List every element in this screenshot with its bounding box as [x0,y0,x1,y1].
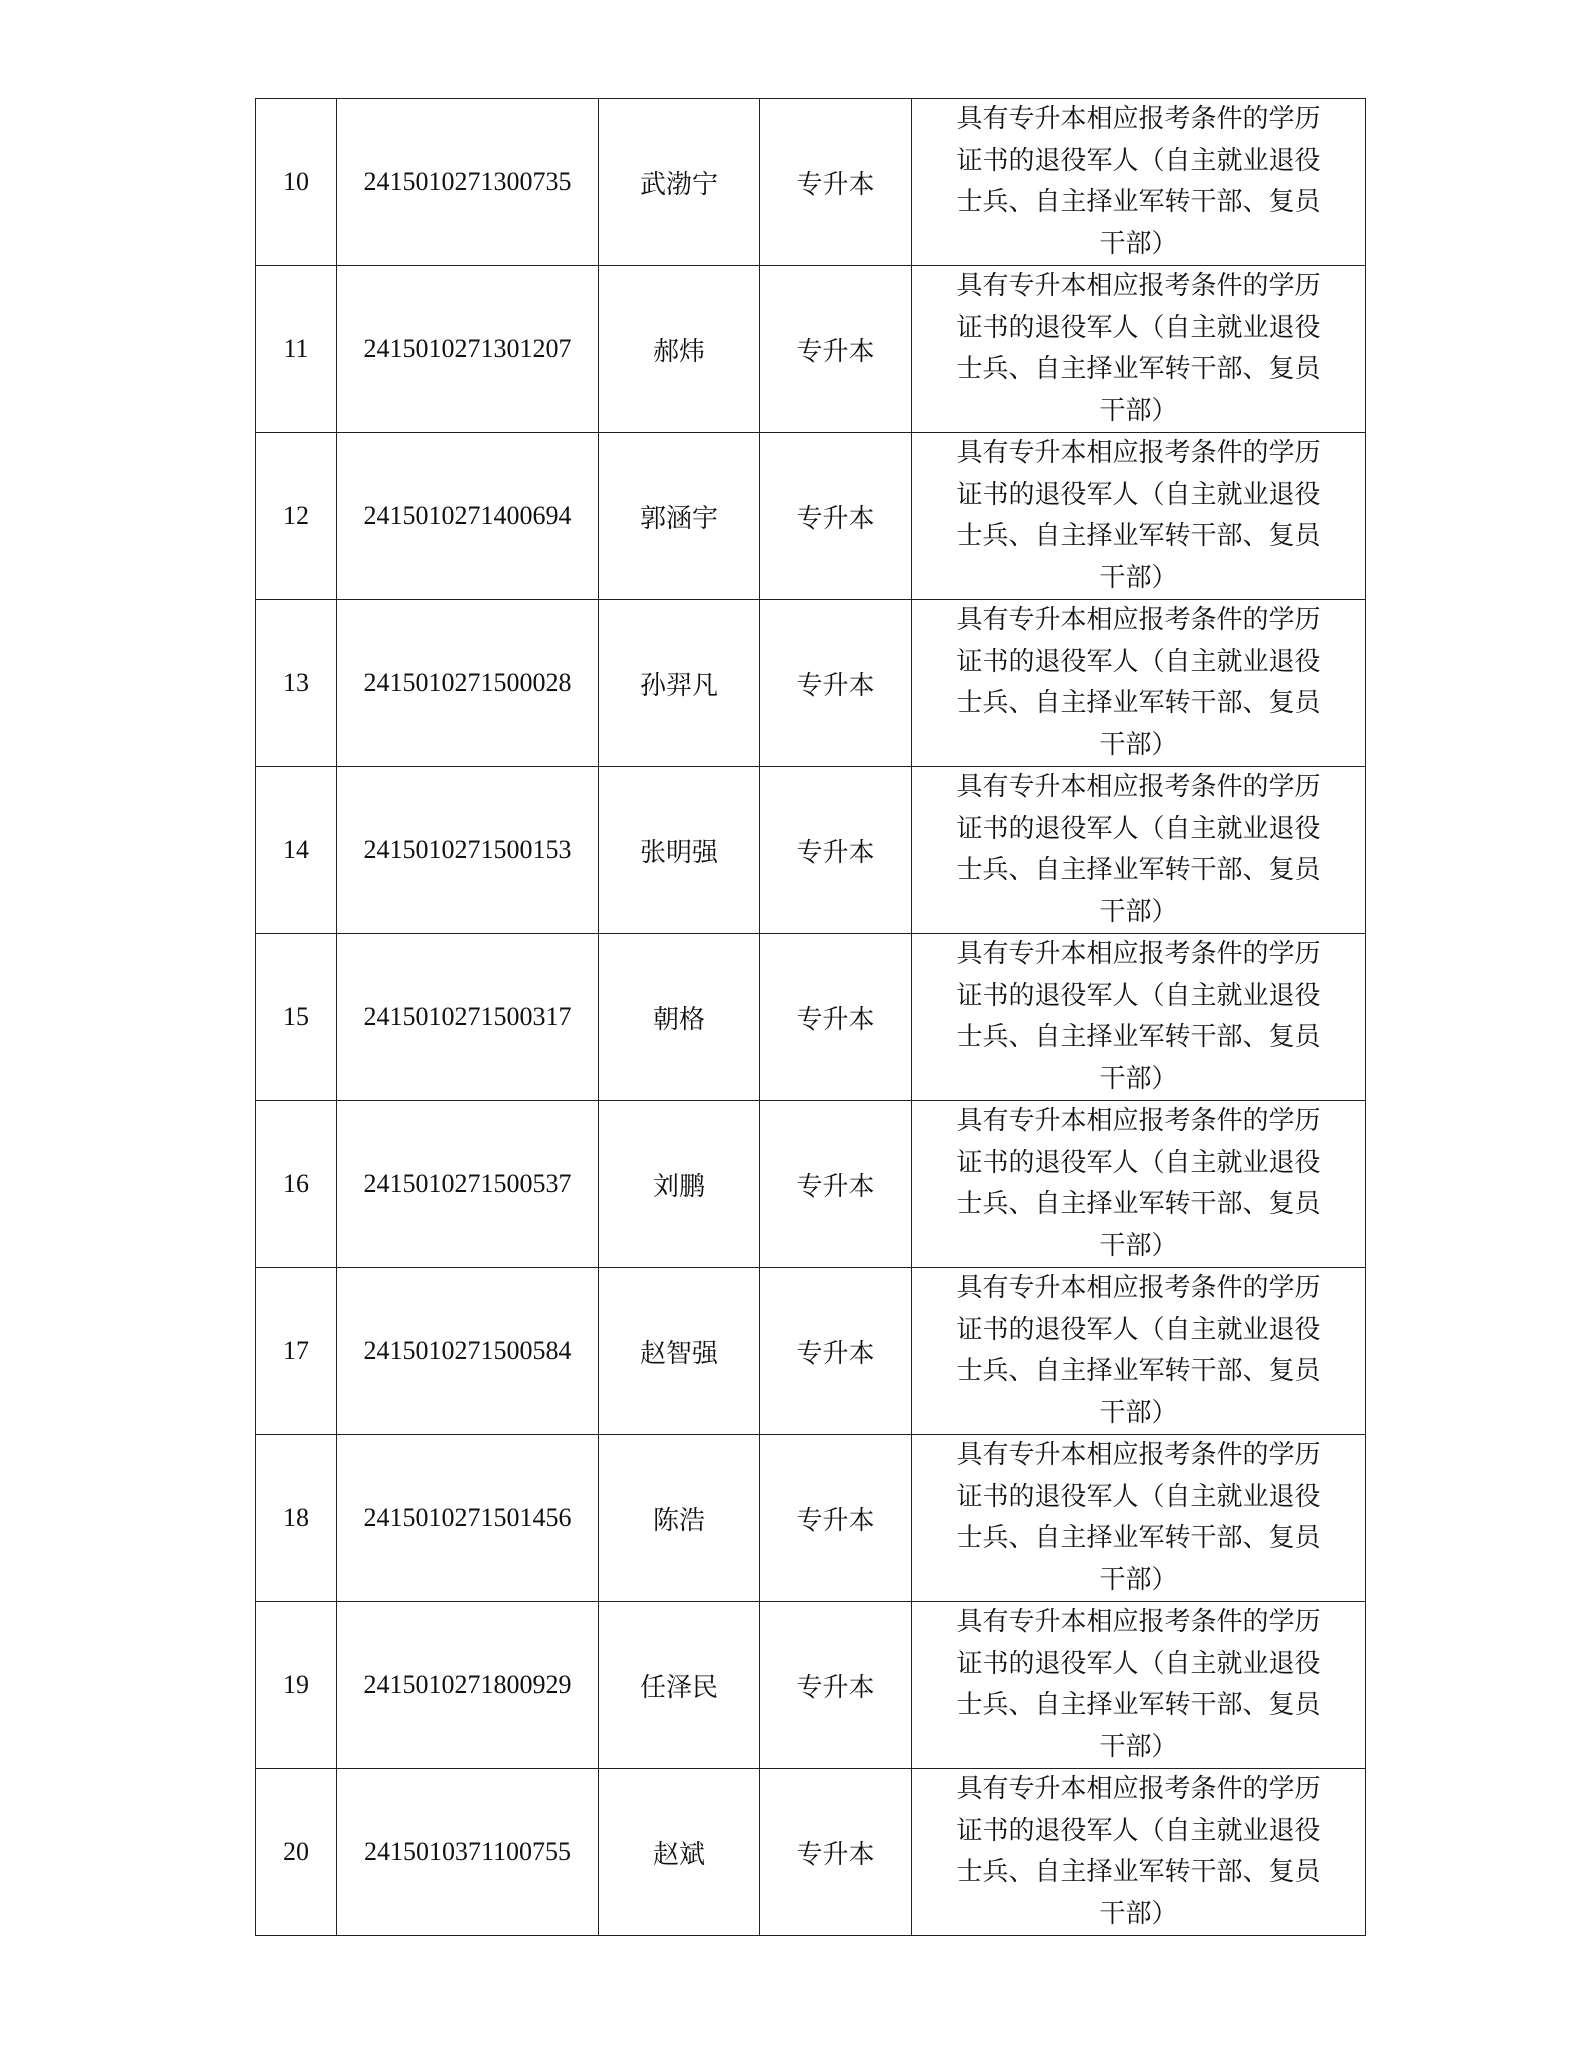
table-row [256,1435,1366,1602]
student-name: 朝格 [599,934,760,1101]
program-type: 专升本 [760,934,912,1101]
eligibility-condition [912,1101,1366,1268]
exam-id: 2415010271500317 [337,934,599,1101]
condition-line: 士兵、自主择业军转干部、复员 [956,521,1321,551]
exam-id: 2415010271500537 [337,1101,599,1268]
condition-line: 士兵、自主择业军转干部、复员 [956,1690,1321,1720]
condition-line: 证书的退役军人（自主就业退役 [956,1147,1321,1178]
condition-line: 具有专升本相应报考条件的学历 [956,605,1321,635]
condition-line: 具有专升本相应报考条件的学历 [956,939,1321,969]
roster-table-body [256,99,1366,1936]
condition-line: 士兵、自主择业军转干部、复员 [956,354,1321,384]
condition-line: 证书的退役军人（自主就业退役 [956,1648,1321,1679]
eligibility-condition [912,99,1366,266]
eligibility-condition [912,1769,1366,1936]
row-number: 12 [256,433,337,600]
roster-table [255,98,1366,1936]
table-row [256,266,1366,433]
program-type: 专升本 [760,1602,912,1769]
program-type: 专升本 [760,1769,912,1936]
program-type: 专升本 [760,99,912,266]
exam-id: 2415010271400694 [337,433,599,600]
table-row [256,600,1366,767]
condition-line: 证书的退役军人（自主就业退役 [956,980,1321,1011]
exam-id: 2415010271501456 [337,1435,599,1602]
condition-line: 具有专升本相应报考条件的学历 [956,1106,1321,1136]
row-number: 11 [256,266,337,433]
program-type: 专升本 [760,266,912,433]
row-number: 10 [256,99,337,266]
student-name: 郝炜 [599,266,760,433]
table-row [256,1101,1366,1268]
condition-line: 士兵、自主择业军转干部、复员 [956,1189,1321,1219]
condition-line: 具有专升本相应报考条件的学历 [956,1607,1321,1637]
eligibility-condition [912,600,1366,767]
condition-line: 具有专升本相应报考条件的学历 [956,1440,1321,1470]
condition-line: 具有专升本相应报考条件的学历 [956,271,1321,301]
row-number: 19 [256,1602,337,1769]
condition-line: 干部） [1099,729,1178,760]
exam-id: 2415010271800929 [337,1602,599,1769]
condition-line: 证书的退役军人（自主就业退役 [956,145,1321,176]
student-name: 任泽民 [599,1602,760,1769]
condition-line: 证书的退役军人（自主就业退役 [956,1815,1321,1846]
row-number: 15 [256,934,337,1101]
condition-line: 干部） [1099,896,1178,927]
condition-line: 干部） [1099,1397,1178,1428]
row-number: 17 [256,1268,337,1435]
exam-id: 2415010271300735 [337,99,599,266]
exam-id: 2415010271301207 [337,266,599,433]
exam-id: 2415010271500584 [337,1268,599,1435]
condition-line: 士兵、自主择业军转干部、复员 [956,1022,1321,1052]
condition-line: 证书的退役军人（自主就业退役 [956,479,1321,510]
condition-line: 干部） [1099,1564,1178,1595]
student-name: 孙羿凡 [599,600,760,767]
program-type: 专升本 [760,433,912,600]
condition-line: 干部） [1099,228,1178,259]
condition-line: 干部） [1099,1230,1178,1261]
program-type: 专升本 [760,767,912,934]
condition-line: 证书的退役军人（自主就业退役 [956,312,1321,343]
student-name: 赵智强 [599,1268,760,1435]
condition-line: 具有专升本相应报考条件的学历 [956,1273,1321,1303]
row-number: 13 [256,600,337,767]
eligibility-condition [912,934,1366,1101]
student-name: 郭涵宇 [599,433,760,600]
row-number: 16 [256,1101,337,1268]
student-name: 武渤宁 [599,99,760,266]
eligibility-condition [912,1602,1366,1769]
table-row [256,1769,1366,1936]
eligibility-condition [912,433,1366,600]
condition-line: 干部） [1099,1731,1178,1762]
condition-line: 士兵、自主择业军转干部、复员 [956,1523,1321,1553]
condition-line: 干部） [1099,395,1178,426]
condition-line: 士兵、自主择业军转干部、复员 [956,1857,1321,1887]
table-row [256,934,1366,1101]
row-number: 14 [256,767,337,934]
condition-line: 证书的退役军人（自主就业退役 [956,1314,1321,1345]
eligibility-condition [912,266,1366,433]
condition-line: 具有专升本相应报考条件的学历 [956,1774,1321,1804]
program-type: 专升本 [760,1101,912,1268]
table-row [256,767,1366,934]
eligibility-condition [912,767,1366,934]
condition-line: 具有专升本相应报考条件的学历 [956,438,1321,468]
program-type: 专升本 [760,600,912,767]
exam-id: 2415010271500153 [337,767,599,934]
row-number: 18 [256,1435,337,1602]
student-name: 张明强 [599,767,760,934]
condition-line: 具有专升本相应报考条件的学历 [956,772,1321,802]
condition-line: 士兵、自主择业军转干部、复员 [956,1356,1321,1386]
student-name: 赵斌 [599,1769,760,1936]
exam-id: 2415010371100755 [337,1769,599,1936]
condition-line: 士兵、自主择业军转干部、复员 [956,688,1321,718]
student-name: 刘鹏 [599,1101,760,1268]
eligibility-condition [912,1435,1366,1602]
table-row [256,99,1366,266]
program-type: 专升本 [760,1268,912,1435]
condition-line: 干部） [1099,1898,1178,1929]
program-type: 专升本 [760,1435,912,1602]
condition-line: 干部） [1099,562,1178,593]
row-number: 20 [256,1769,337,1936]
table-row [256,1602,1366,1769]
condition-line: 具有专升本相应报考条件的学历 [956,104,1321,134]
table-row [256,433,1366,600]
condition-line: 证书的退役军人（自主就业退役 [956,1481,1321,1512]
condition-line: 证书的退役军人（自主就业退役 [956,646,1321,677]
condition-line: 士兵、自主择业军转干部、复员 [956,855,1321,885]
condition-line: 干部） [1099,1063,1178,1094]
condition-line: 士兵、自主择业军转干部、复员 [956,187,1321,217]
eligibility-condition [912,1268,1366,1435]
condition-line: 证书的退役军人（自主就业退役 [956,813,1321,844]
exam-id: 2415010271500028 [337,600,599,767]
student-name: 陈浩 [599,1435,760,1602]
table-row [256,1268,1366,1435]
